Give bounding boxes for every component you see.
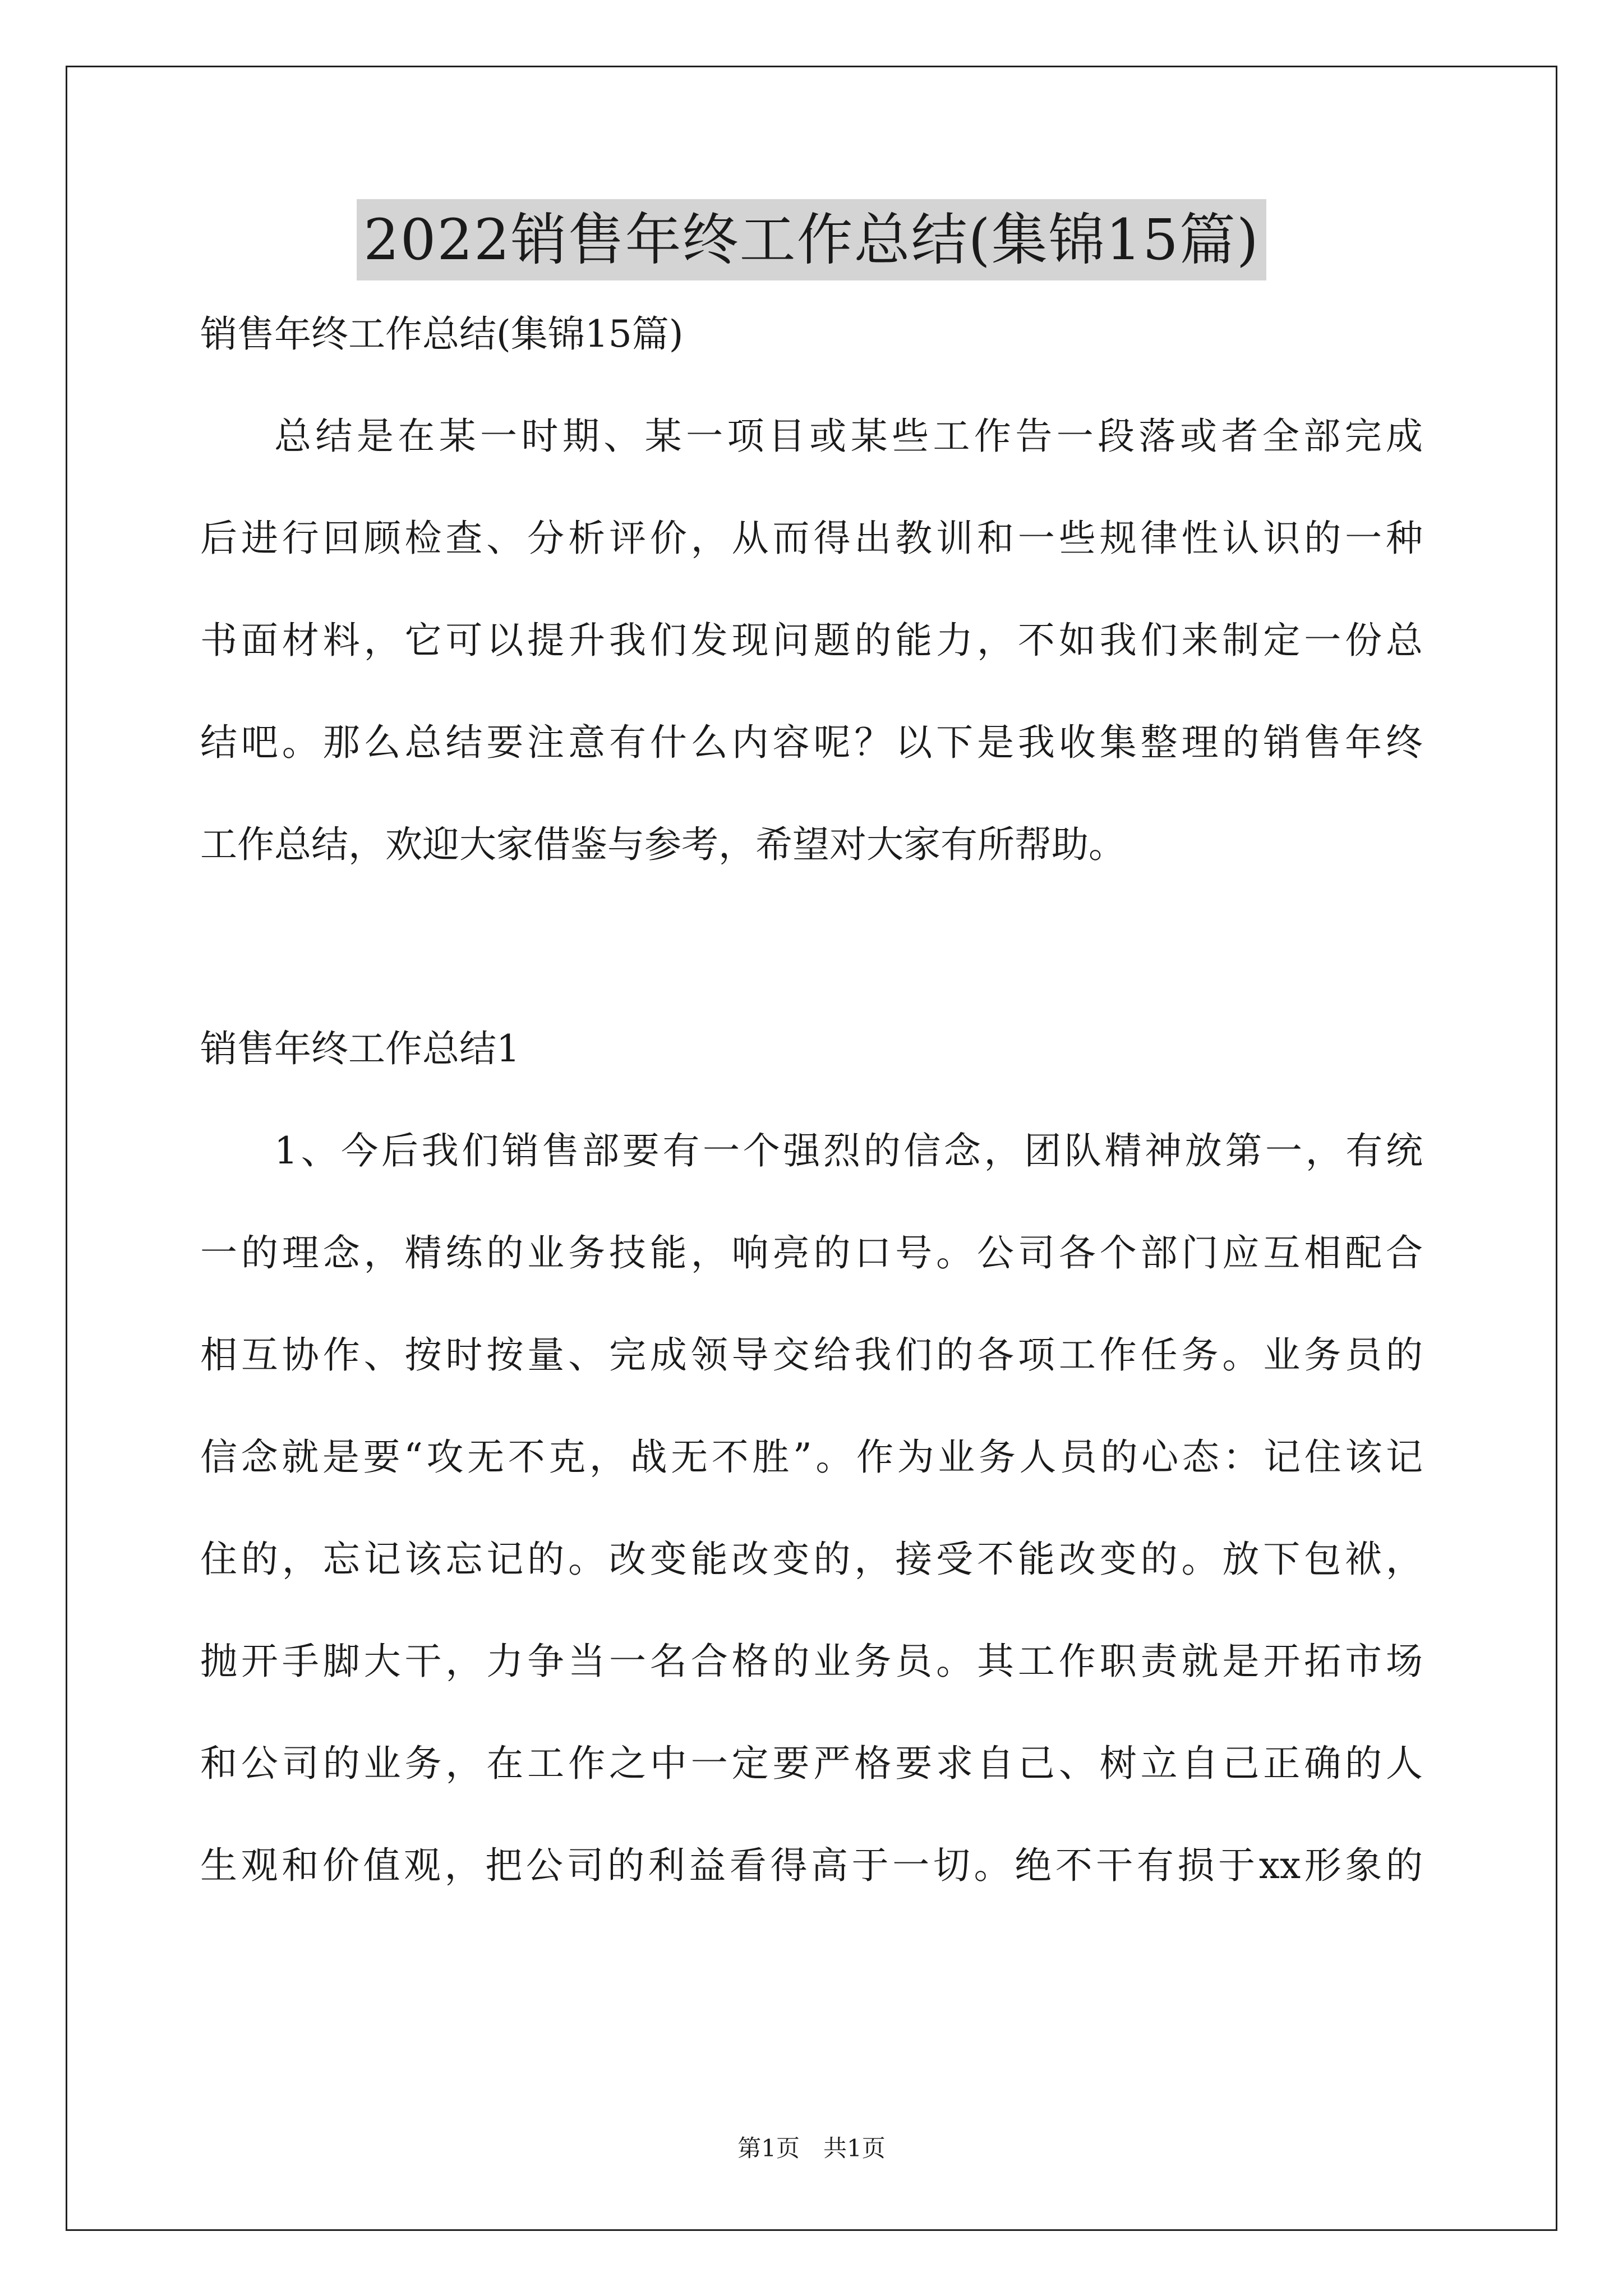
paragraph-line: 生观和价值观，把公司的利益看得高于一切。绝不干有损于xx形象的 bbox=[200, 1844, 1423, 1887]
section-paragraph bbox=[200, 1125, 1423, 1892]
document-title: 2022销售年终工作总结(集锦15篇) bbox=[357, 199, 1266, 280]
paragraph-line: 1、今后我们销售部要有一个强烈的信念，团队精神放第一，有统 bbox=[274, 1129, 1423, 1172]
title-container bbox=[0, 199, 1623, 280]
paragraph-line: 工作总结，欢迎大家借鉴与参考，希望对大家有所帮助。 bbox=[200, 823, 1126, 866]
paragraph-line: 信念就是要“攻无不克，战无不胜”。作为业务人员的心态：记住该记 bbox=[200, 1435, 1423, 1479]
intro-paragraph bbox=[200, 411, 1423, 871]
paragraph-line: 抛开手脚大干，力争当一名合格的业务员。其工作职责就是开拓市场 bbox=[200, 1640, 1423, 1683]
page-footer: 第1页 共1页 bbox=[737, 2134, 886, 2162]
paragraph-line: 住的，忘记该忘记的。改变能改变的，接受不能改变的。放下包袱， bbox=[200, 1538, 1423, 1581]
subtitle: 销售年终工作总结(集锦15篇) bbox=[200, 312, 684, 356]
paragraph-line: 总结是在某一时期、某一项目或某些工作告一段落或者全部完成 bbox=[274, 415, 1423, 458]
paragraph-line: 和公司的业务，在工作之中一定要严格要求自己、树立自己正确的人 bbox=[200, 1742, 1423, 1785]
section-heading: 销售年终工作总结1 bbox=[200, 1027, 520, 1070]
paragraph-line: 书面材料，它可以提升我们发现问题的能力，不如我们来制定一份总 bbox=[200, 619, 1423, 662]
document-body bbox=[200, 309, 1423, 1942]
paragraph-line: 相互协作、按时按量、完成领导交给我们的各项工作任务。业务员的 bbox=[200, 1333, 1423, 1377]
paragraph-line: 结吧。那么总结要注意有什么内容呢？以下是我收集整理的销售年终 bbox=[200, 721, 1423, 764]
paragraph-line: 一的理念，精练的业务技能，响亮的口号。公司各个部门应互相配合 bbox=[200, 1231, 1423, 1274]
paragraph-line: 后进行回顾检查、分析评价，从而得出教训和一些规律性认识的一种 bbox=[200, 517, 1423, 560]
